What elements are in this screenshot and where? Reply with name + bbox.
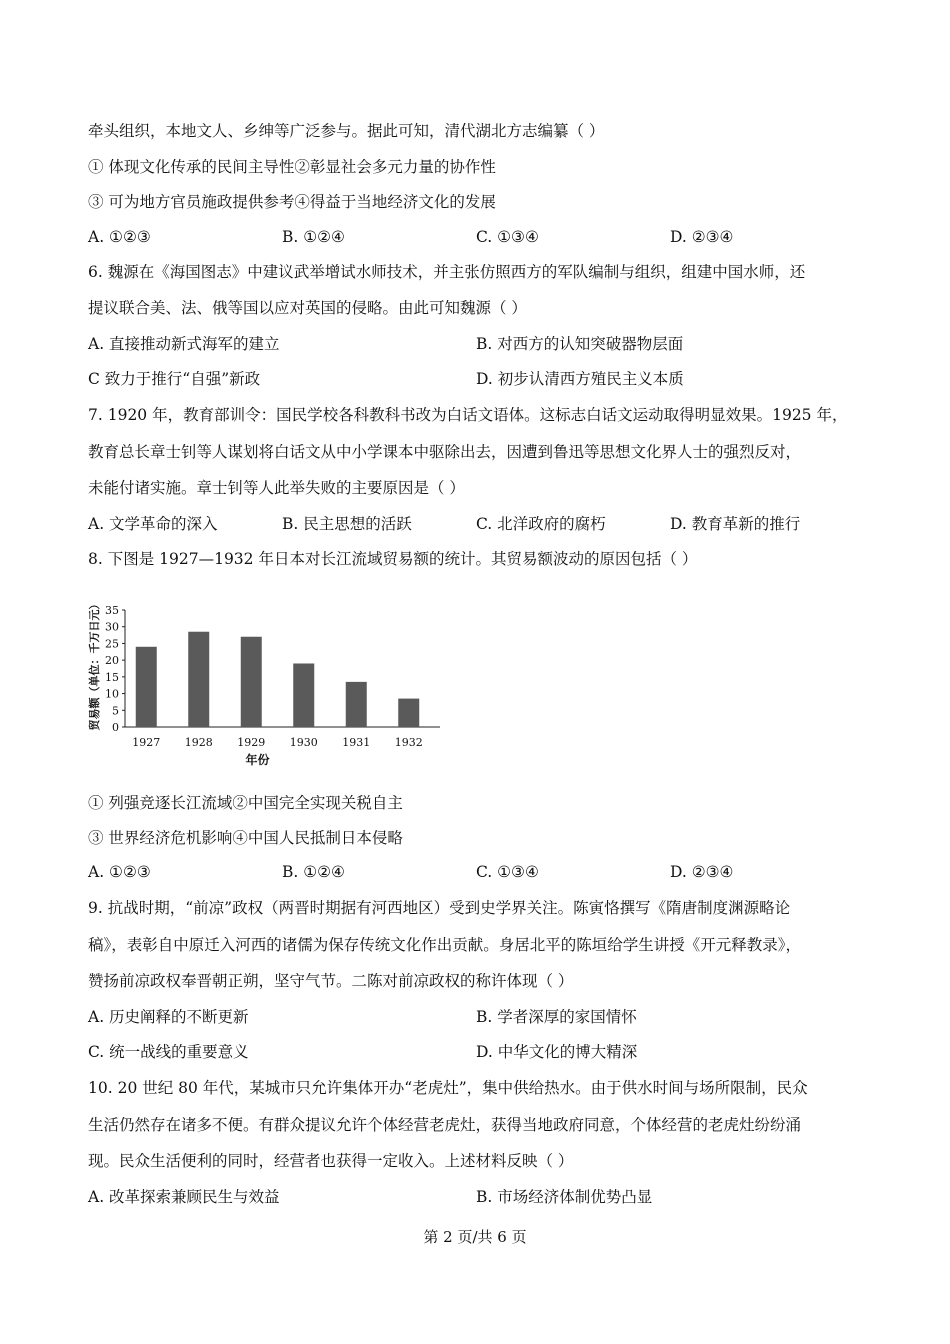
q6-option-b: B. 对西方的认知突破器物层面: [476, 335, 684, 353]
q5-stem-tail: 牵头组织，本地文人、乡绅等广泛参与。据此可知，清代湖北方志编纂（ ）: [88, 122, 605, 140]
q8-stem: 8. 下图是 1927—1932 年日本对长江流域贸易额的统计。其贸易额波动的原因包括（ ）: [88, 550, 698, 568]
q8-statement-3-4: ③ 世界经济危机影响④中国人民抵制日本侵略: [88, 829, 403, 847]
y-tick-label: 15: [105, 670, 119, 684]
y-tick-label: 30: [105, 620, 119, 634]
q9-option-c: C. 统一战线的重要意义: [88, 1043, 249, 1061]
trade-bar-chart: [85, 582, 455, 772]
bar-1928: [188, 632, 209, 727]
q5-statement-1-2: ① 体现文化传承的民间主导性②彰显社会多元力量的协作性: [88, 158, 496, 176]
q5-option-c: C. ①③④: [476, 228, 539, 246]
x-axis-label: 年份: [245, 753, 270, 767]
q8-option-a: A. ①②③: [88, 863, 151, 881]
q8-option-d: D. ②③④: [670, 863, 734, 881]
q9-stem-line-1: 9. 抗战时期，“前凉”政权（两晋时期据有河西地区）受到史学界关注。陈寅恪撰写《隋唐制度渊源略论: [88, 899, 791, 917]
x-tick-label: 1932: [394, 736, 423, 749]
x-tick-label: 1928: [184, 736, 213, 749]
y-tick-label: 5: [112, 704, 119, 718]
q9-option-a: A. 历史阐释的不断更新: [88, 1008, 249, 1026]
q7-option-d: D. 教育革新的推行: [670, 515, 801, 533]
q5-statement-3-4: ③ 可为地方官员施政提供参考④得益于当地经济文化的发展: [88, 193, 496, 211]
q9-option-b: B. 学者深厚的家国情怀: [476, 1008, 637, 1026]
q7-option-b: B. 民主思想的活跃: [282, 515, 412, 533]
q10-option-a: A. 改革探索兼顾民生与效益: [88, 1188, 280, 1206]
page-number-footer: 第 2 页/共 6 页: [423, 1228, 527, 1246]
q8-option-c: C. ①③④: [476, 863, 539, 881]
q6-stem-line-2: 提议联合美、法、俄等国以应对英国的侵略。由此可知魏源（ ）: [88, 299, 527, 317]
y-tick-label: 10: [105, 687, 119, 701]
bar-1931: [346, 682, 367, 727]
q6-option-a: A. 直接推动新式海军的建立: [88, 335, 280, 353]
y-tick-label: 0: [112, 721, 119, 734]
x-tick-label: 1929: [237, 736, 266, 749]
q7-option-c: C. 北洋政府的腐朽: [476, 515, 606, 533]
bar-1932: [398, 699, 419, 727]
q10-option-b: B. 市场经济体制优势凸显: [476, 1188, 653, 1206]
bar-1927: [136, 647, 157, 727]
y-axis-label: 贸易额（单位：千万日元）: [88, 598, 101, 731]
q10-stem-line-1: 10. 20 世纪 80 年代，某城市只允许集体开办“老虎灶”，集中供给热水。由于供水时间与场所限制，民众: [88, 1079, 808, 1097]
q6-option-d: D. 初步认清西方殖民主义本质: [476, 370, 684, 388]
q9-stem-line-2: 稿》，表彰自中原迁入河西的诸儒为保存传统文化作出贡献。身居北平的陈垣给学生讲授《开元释教录》，: [88, 936, 802, 954]
y-tick-label: 35: [105, 604, 119, 617]
q6-option-c: C 致力于推行“自强”新政: [88, 370, 261, 388]
q8-option-b: B. ①②④: [282, 863, 345, 881]
q9-option-d: D. 中华文化的博大精深: [476, 1043, 638, 1061]
y-tick-label: 25: [105, 637, 119, 651]
q10-stem-line-2: 生活仍然存在诸多不便。有群众提议允许个体经营老虎灶，获得当地政府同意，个体经营的老虎灶纷纷涌: [88, 1116, 802, 1134]
q7-option-a: A. 文学革命的深入: [88, 515, 218, 533]
bar-1930: [293, 663, 314, 727]
bar-1929: [241, 637, 262, 727]
x-tick-label: 1930: [289, 736, 318, 749]
x-tick-label: 1927: [132, 736, 161, 749]
q7-stem-line-3: 未能付诸实施。章士钊等人此举失败的主要原因是（ ）: [88, 479, 465, 497]
q6-stem-line-1: 6. 魏源在《海国图志》中建议武举增试水师技术，并主张仿照西方的军队编制与组织，组建中国水师，还: [88, 263, 806, 281]
q5-option-b: B. ①②④: [282, 228, 345, 246]
x-tick-label: 1931: [342, 736, 371, 749]
q7-stem-line-1: 7. 1920 年，教育部训令：国民学校各科教科书改为白话文语体。这标志白话文运动取得明显效果。1925 年，: [88, 406, 848, 424]
y-tick-label: 20: [105, 654, 119, 668]
q7-stem-line-2: 教育总长章士钊等人谋划将白话文从中小学课本中驱除出去，因遭到鲁迅等思想文化界人士的强烈反对，: [88, 443, 802, 461]
q5-option-d: D. ②③④: [670, 228, 734, 246]
q8-statement-1-2: ① 列强竞逐长江流域②中国完全实现关税自主: [88, 794, 403, 812]
q9-stem-line-3: 赞扬前凉政权奉晋朝正朔，坚守气节。二陈对前凉政权的称许体现（ ）: [88, 972, 574, 990]
q10-stem-line-3: 现。民众生活便利的同时，经营者也获得一定收入。上述材料反映（ ）: [88, 1152, 574, 1170]
q5-option-a: A. ①②③: [88, 228, 151, 246]
